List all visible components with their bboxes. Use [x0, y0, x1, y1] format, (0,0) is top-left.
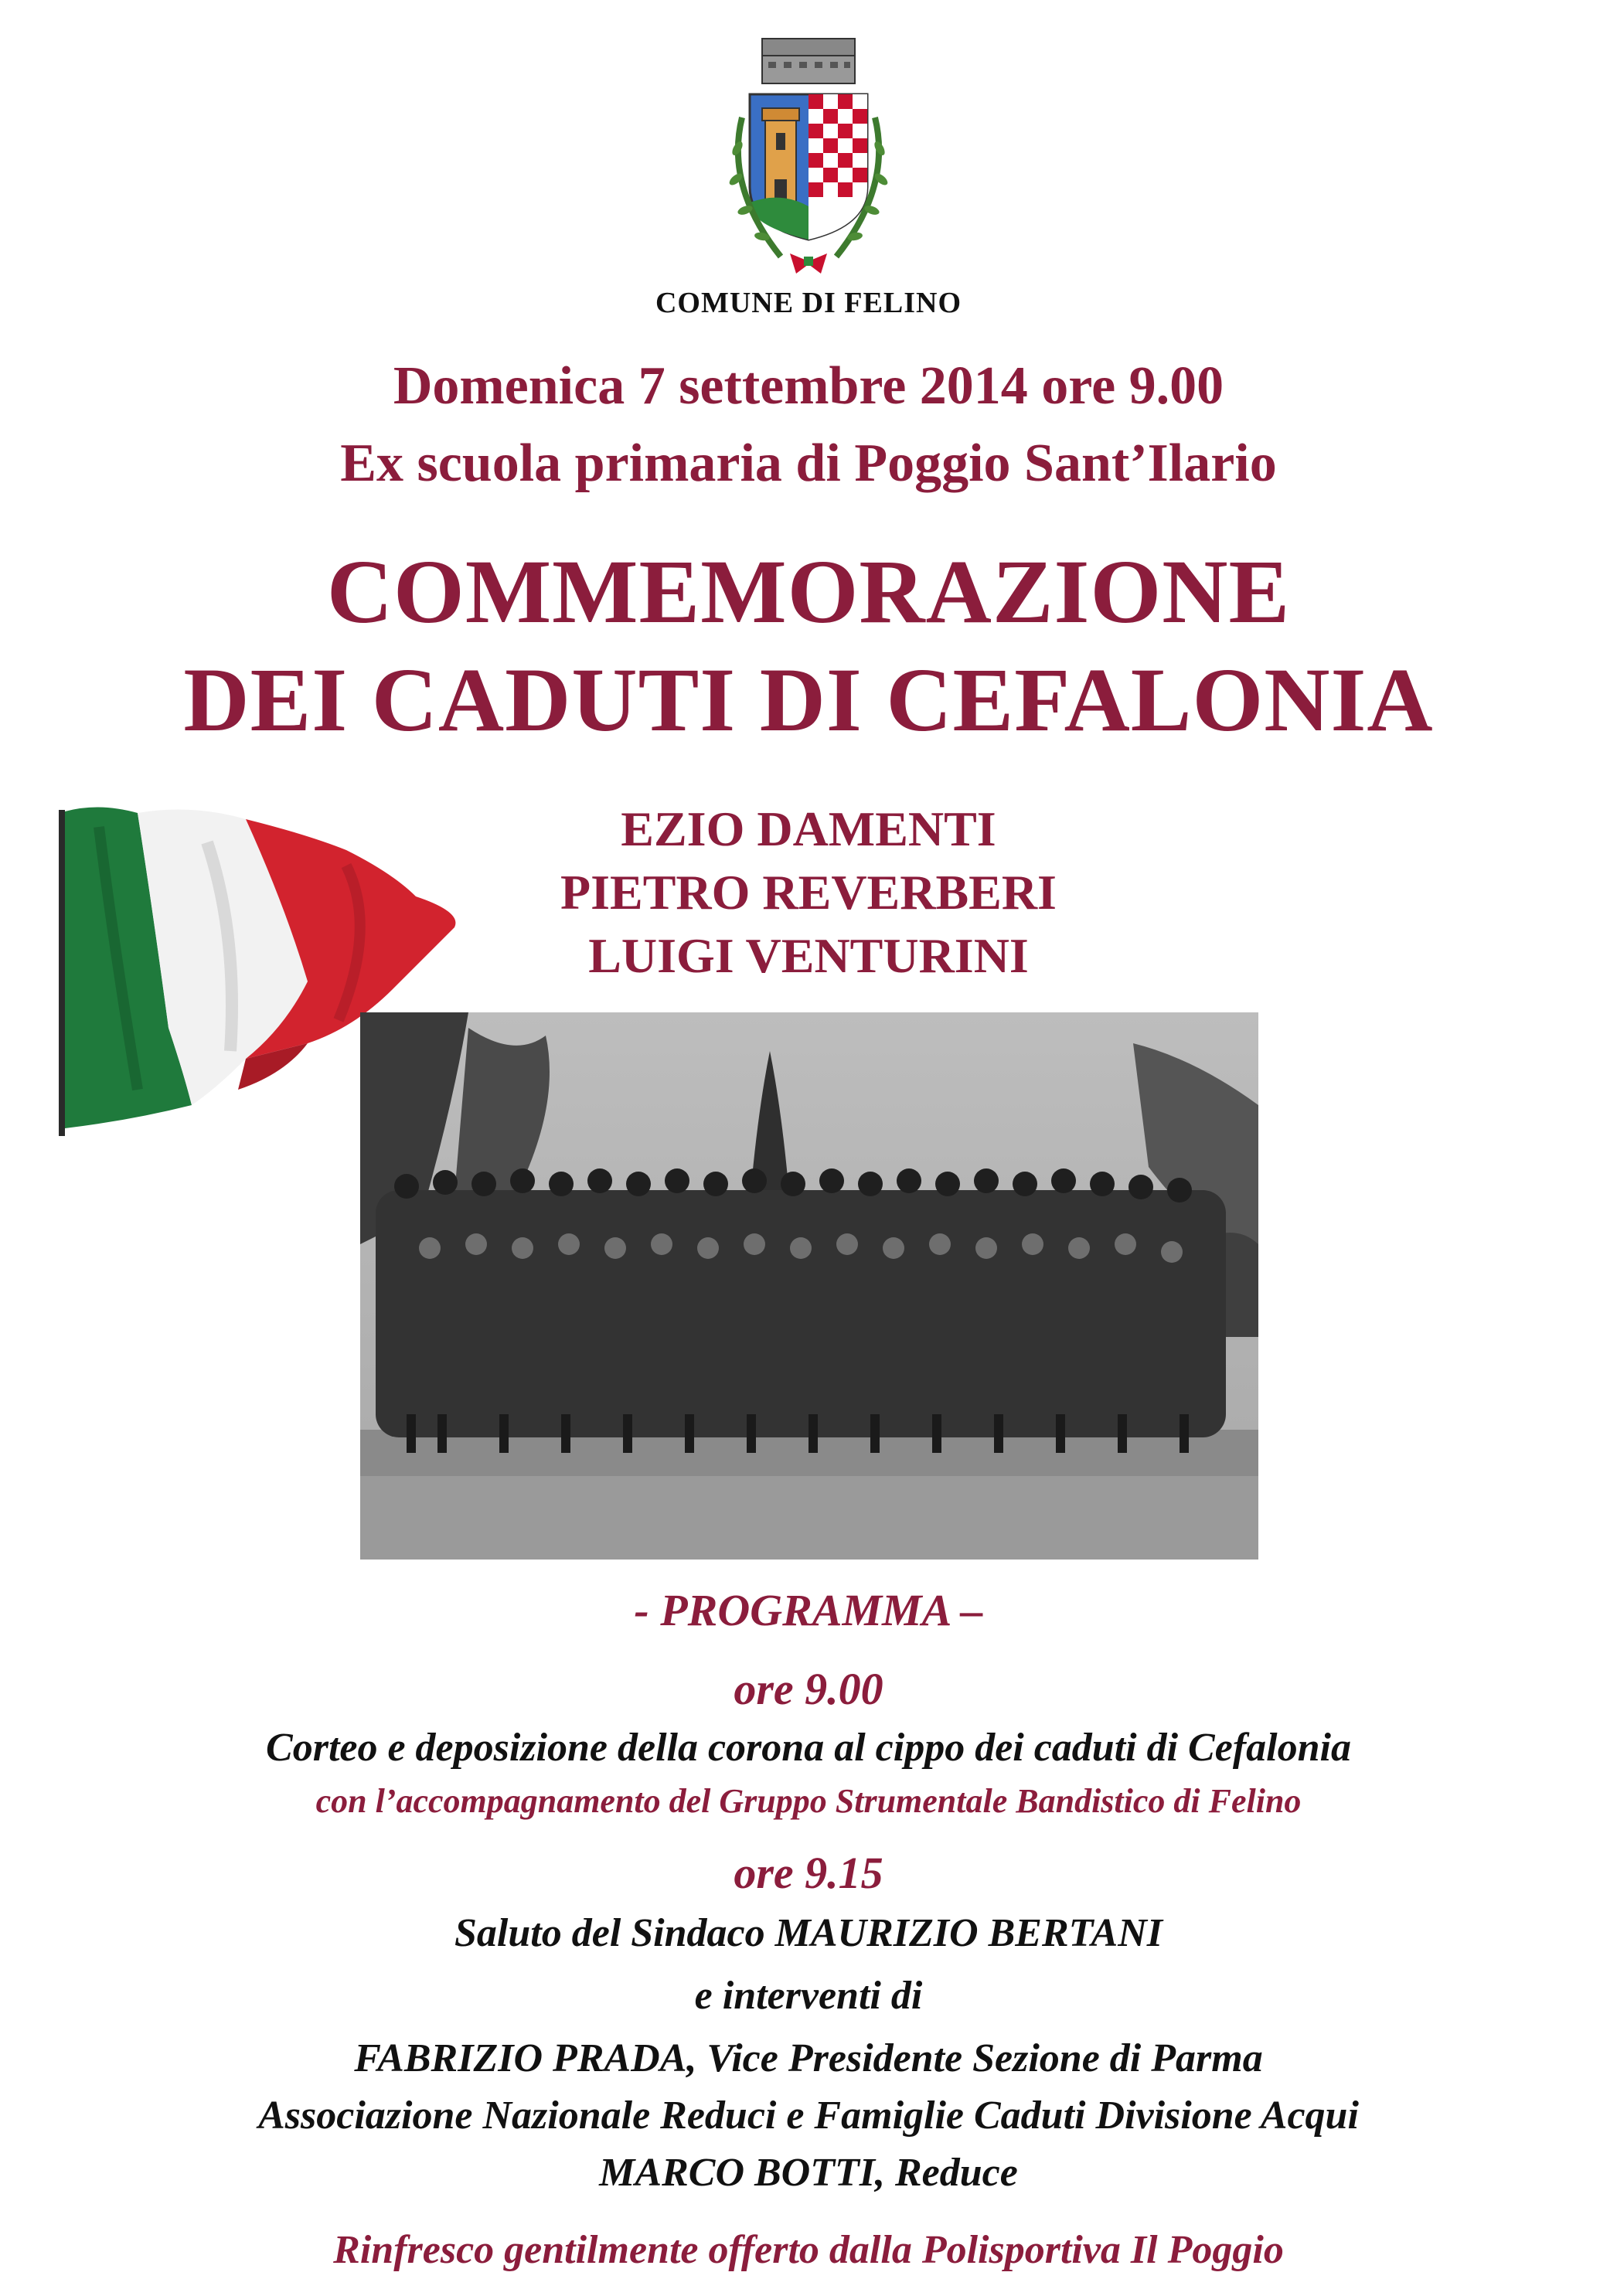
- program-line-7: MARCO BOTTI, Reduce: [599, 2151, 1018, 2195]
- coat-of-arms-icon: [719, 32, 898, 278]
- title-line-1: COMMEMORAZIONE: [326, 541, 1291, 642]
- time-1: ore 9.00: [734, 1664, 883, 1714]
- name-2: PIETRO REVERBERI: [560, 865, 1057, 920]
- comune-name: COMUNE DI FELINO: [655, 287, 962, 319]
- title-line-2: DEI CADUTI DI CEFALONIA: [183, 649, 1434, 750]
- program-line-5: FABRIZIO PRADA, Vice Presidente Sezione di Parma: [354, 2036, 1263, 2080]
- name-1: EZIO DAMENTI: [621, 801, 996, 856]
- event-date: Domenica 7 settembre 2014 ore 9.00: [393, 356, 1224, 416]
- program-line-1: Corteo e deposizione della corona al cippo dei caduti di Cefalonia: [266, 1726, 1351, 1770]
- event-place: Ex scuola primaria di Poggio Sant’Ilario: [340, 434, 1277, 493]
- programma-heading: - PROGRAMMA –: [634, 1585, 983, 1635]
- program-line-2: con l’accompagnamento del Gruppo Strumentale Bandistico di Felino: [315, 1782, 1302, 1820]
- time-2: ore 9.15: [734, 1848, 883, 1898]
- program-line-4: e interventi di: [694, 1974, 923, 2018]
- soldiers-group-photo: [360, 1012, 1258, 1560]
- program-line-3: Saluto del Sindaco MAURIZIO BERTANI: [454, 1911, 1163, 1955]
- footer-refreshment: Rinfresco gentilmente offerto dalla Polisportiva Il Poggio: [333, 2228, 1284, 2272]
- program-line-6: Associazione Nazionale Reduci e Famiglie Caduti Divisione Acqui: [258, 2094, 1359, 2138]
- name-3: LUIGI VENTURINI: [588, 928, 1029, 983]
